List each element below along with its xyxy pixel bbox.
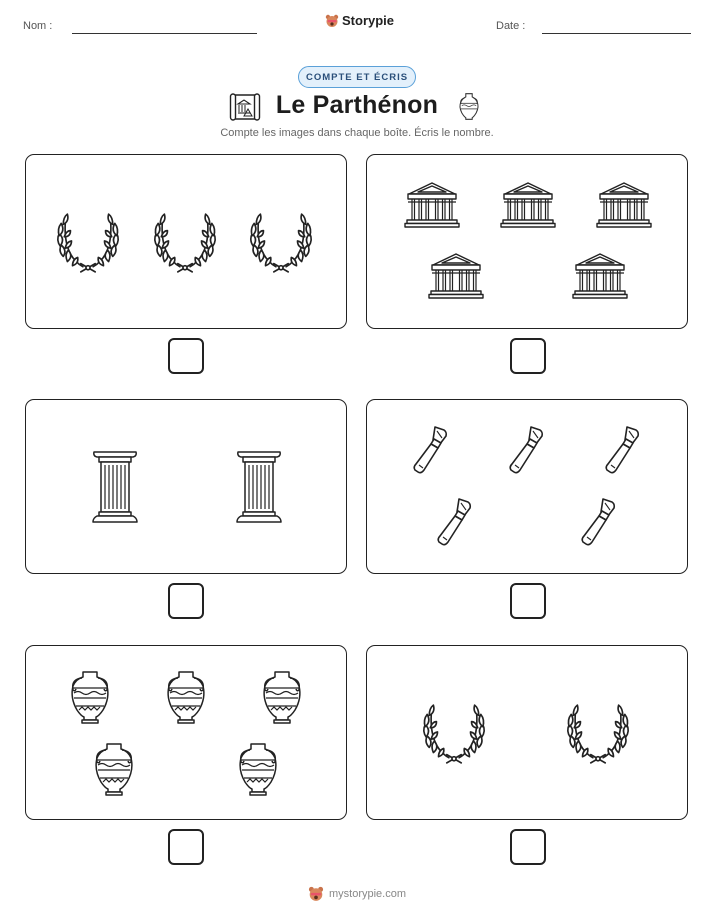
answer-box-1[interactable]: [168, 338, 204, 374]
chisel-icon: [579, 496, 619, 548]
count-box-3: [25, 399, 347, 574]
chisel-icon: [603, 424, 643, 476]
chisel-icon: [411, 424, 451, 476]
name-line[interactable]: [72, 33, 257, 34]
laurel-wreath-icon: [565, 701, 631, 767]
laurel-wreath-icon: [55, 210, 121, 276]
answer-box-3[interactable]: [168, 583, 204, 619]
parthenon-temple-icon: [428, 251, 484, 301]
chisel-icon: [507, 424, 547, 476]
parthenon-temple-icon: [404, 180, 460, 230]
footer: [0, 886, 714, 902]
parthenon-temple-icon: [572, 251, 628, 301]
parthenon-temple-icon: [596, 180, 652, 230]
answer-box-6[interactable]: [510, 829, 546, 865]
answer-box-5[interactable]: [168, 829, 204, 865]
date-label: Date :: [496, 20, 526, 32]
laurel-wreath-icon: [421, 701, 487, 767]
count-box-1: [25, 154, 347, 329]
instructions: Compte les images dans chaque boîte. Écris le nombre.: [220, 127, 494, 139]
bear-mascot-icon: [308, 886, 324, 902]
laurel-wreath-icon: [152, 210, 218, 276]
doric-column-icon: [235, 448, 283, 524]
count-box-2: [366, 154, 688, 329]
amphora-icon: [236, 742, 280, 796]
answer-box-4[interactable]: [510, 583, 546, 619]
amphora-icon: [92, 742, 136, 796]
brand-logo: [325, 13, 394, 28]
amphora-icon: [457, 91, 481, 122]
amphora-icon: [68, 670, 112, 724]
chisel-icon: [435, 496, 475, 548]
doric-column-icon: [91, 448, 139, 524]
amphora-icon: [164, 670, 208, 724]
count-box-6: [366, 645, 688, 820]
answer-box-2[interactable]: [510, 338, 546, 374]
name-label: Nom :: [23, 20, 53, 32]
laurel-wreath-icon: [248, 210, 314, 276]
footer-url[interactable]: mystorypie.com: [328, 888, 407, 900]
bear-mascot-icon: [325, 14, 339, 28]
activity-badge: COMPTE ET ÉCRIS: [298, 66, 416, 88]
page-title: Le Parthénon: [275, 91, 439, 119]
amphora-icon: [260, 670, 304, 724]
count-box-4: [366, 399, 688, 574]
brand-name: Storypie: [342, 13, 395, 28]
parthenon-temple-icon: [500, 180, 556, 230]
count-box-5: [25, 645, 347, 820]
date-line[interactable]: [542, 33, 691, 34]
